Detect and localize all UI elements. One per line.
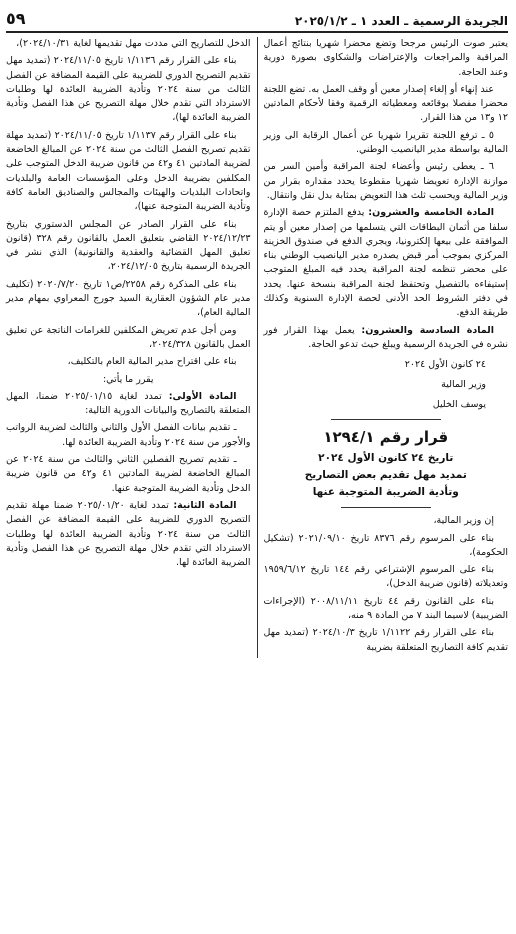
paragraph: بناء على اقتراح مدير المالية العام بالتكليف، [67,356,237,368]
paragraph: ٥ ـ ترفع اللجنة تقريرا شهريا عن أعمال الرقابة الى وزير المالية بواسطة مدير اليانصيب الوطني. [263,129,508,156]
legal-basis: بناء على القرار رقم ١/١١٢٢ تاريخ ٢٠٢٤/١٠/٣ (تمديد مهل تقديم كافة التصاريح المتعلقة بضريبة [263,627,508,653]
paragraph: عند إنهاء أو إلغاء إصدار معين أو وقف العمل به. تضع اللجنة محضرا مفصلا بوقائعه ومعطياته الرقمية وفقا لأحكام المادتين ١٢ و١٣ من هذا القرار. [263,83,508,124]
article-text: يعمل بهذا القرار فور نشره في الجريدة الرسمية ويبلغ حيث تدعو الحاجة. [263,324,508,350]
article-label: المادة الثانية: [173,499,237,511]
legal-basis: بناء على القانون رقم ٤٤ تاريخ ٢٠٠٨/١١/١١ (الإجراءات الضريبية) لاسيما البند ٧ من المادة ٩ منه، [263,595,508,622]
paragraph: يعتبر صوت الرئيس مرجحا وتضع محضرا شهريا بنتائج أعمال المراقبة والمراجعات والإعتراضات والشكاوى بصورة دورية وعند الحاجة. [263,38,508,78]
list-item: ـ تقديم بيانات الفصل الأول والثاني والثالث لضريبة الرواتب والأجور من سنة ٢٠٢٤ وتأدية الضريبة العائدة لها. [6,422,251,448]
decides-heading: يقرر ما يأتي: [102,373,154,385]
section-divider [341,507,431,508]
legal-basis: بناء على المذكرة رقم ٢٢٥٨/ص١ تاريخ ٢٠٢٠/٧/٢٠ (تكليف مدير عام الشؤون العقارية السيد جورج المعراوي بمهام مدير المالية العام)، [6,278,251,319]
legal-basis: بناء على المرسوم رقم ٨٣٧٦ تاريخ ٢٠٢١/٠٩/١٠ (تشكيل الحكومة)، [263,532,508,558]
gazette-title: الجريدة الرسمية ـ العدد ١ ـ ٢٠٢٥/١/٢ [294,14,508,28]
article-text: يدفع الملتزم حصة الإدارة سلفا من أثمان البطاقات التي يتسلمها من إصدار معين أو يتم الموافقة على بيعها إلكترونيا، ويجري الدفع في صندوق الخزينة المركزي بموجب أمر قبض يصدره مدير اليانصيب الوطني بناء على محضر تنظمه لجنة المراقبة يحدد فيه المبلغ المتوجب إستيفاءه بالتفصيل وتحتفظ لجنة المراقبة بنسخة عنها. يحدد في دفتر الشروط الحد الأدنى لحصة الإدارة السنوية وكذلك طريقة الدفع. [263,207,508,319]
signature-name: يوسف الخليل [432,399,486,411]
left-column [6,37,251,658]
two-column-body [6,37,508,658]
signature-date: ٢٤ كانون الأول ٢٠٢٤ [404,359,486,371]
article-label: المادة الخامسة والعشرون: [368,207,494,219]
paragraph: ومن أجل عدم تعريض المكلفين للغرامات الناتجة عن تعليق العمل بالقانون ٢٠٢٤/٣٢٨، [6,324,251,350]
page-number: ٥٩ [6,9,26,28]
right-column [264,37,509,658]
paragraph: الدخل للتصاريح التي مددت مهل تقديمها لغاية ٢٠٢٤/١٠/٣١)، [16,38,251,49]
list-item: ـ تقديم تصريح الفصلين الثاني والثالث من سنة ٢٠٢٤ عن المبالغ الخاضعة لضريبة المادتين ٤١ و٤٢ من قانون ضريبة الدخل وتأدية الضريبة المتوجبة عنها. [6,454,251,494]
legal-basis: بناء على المرسوم الإشتراعي رقم ١٤٤ تاريخ ١٩٥٩/٦/١٢ وتعديلاته (قانون ضريبة الدخل)، [263,564,508,590]
decision-subject: تمديد مهل تقديم بعض التصاريح [304,469,467,482]
decision-date: تاريخ ٢٤ كانون الأول ٢٠٢٤ [318,452,454,465]
article-26 [264,324,509,353]
paragraph: ٦ ـ يعطى رئيس وأعضاء لجنة المراقبة وأمين السر من موازنة الإدارة تعويضا شهريا مقطوعا يحدد مقداره بقرار من وزير المالية ويحسب ثلث هذا التعويض بمثابة بدل نقل وانتقال. [263,161,508,201]
signature-block [264,355,509,415]
decision-subject: وتأدية الضريبة المتوجبة عنها [312,486,459,499]
header-rule [6,31,508,33]
column-divider [257,37,258,658]
article-2 [6,499,251,570]
article-1 [6,390,251,419]
section-divider [331,419,441,420]
legal-basis: بناء على القرار رقم ١/١١٣٧ تاريخ ٢٠٢٤/١١/٠٥ (تمديد مهلة تقديم تصريح الفصل الثالث من سنة ٢٠٢٤ عن المبالغ الخاضعة لضريبة المادتين ٤١ و٤٢ من قانون ضريبة الدخل المتوجب على المكلفين بضريبة الدخل وعلى المؤسسات العامة والبلديات واتحادات البلديات والهيئات والمجالس والصناديق العامة كافة وتأدية الضريبة المتوجبة عنها)، [6,129,251,213]
legal-basis: بناء على القرار الصادر عن المجلس الدستوري بتاريخ ٢٠٢٤/١٢/٢٣ القاضي بتعليق العمل بالقانون رقم ٣٢٨ (قانون تعليق المهل القضائية والعقدية والقانونية) الذي نشر في الجريدة الرسمية بتاريخ ٢٠٢٤/١٢/٠٥، [6,218,251,273]
article-label: المادة الأولى: [168,390,237,402]
article-25 [264,206,509,320]
legal-basis: بناء على القرار رقم ١/١١٣٦ تاريخ ٢٠٢٤/١١/٠٥ (تمديد مهل تقديم التصريح الدوري للضريبة على القيمة المضافة عن الفصل الثالث من سنة ٢٠٢٤ وتأدية الضريبة العائدة لها وطلبات الاسترداد التي تقدم خلال مهلة التصريح عن هذا الفصل وتأدية الضريبة العائدة لها)، [6,55,251,124]
decision-title: قرار رقم ١٢٩٤/١ [323,428,449,447]
paragraph: إن وزير المالية، [433,515,494,527]
article-text: تمدد لغاية ٢٠٢٥/٠١/٢٠ ضمنا مهلة تقديم التصريح الدوري للضريبة على القيمة المضافة عن الفصل الثالث من سنة ٢٠٢٤ وتأدية الضريبة العائدة لها وطلبات الاسترداد التي تقدم خلال مهلة التصريح عن هذا الفصل وتأدية الضريبة العائدة لها. [6,499,251,569]
signature-title: وزير المالية [441,379,486,391]
article-text: تمدد لغاية ٢٠٢٥/٠١/١٥ ضمنا، المهل المتعلقة بالتصاريح والبيانات الدورية التالية: [6,390,251,417]
article-label: المادة السادسة والعشرون: [361,324,494,336]
page-header [6,6,508,28]
